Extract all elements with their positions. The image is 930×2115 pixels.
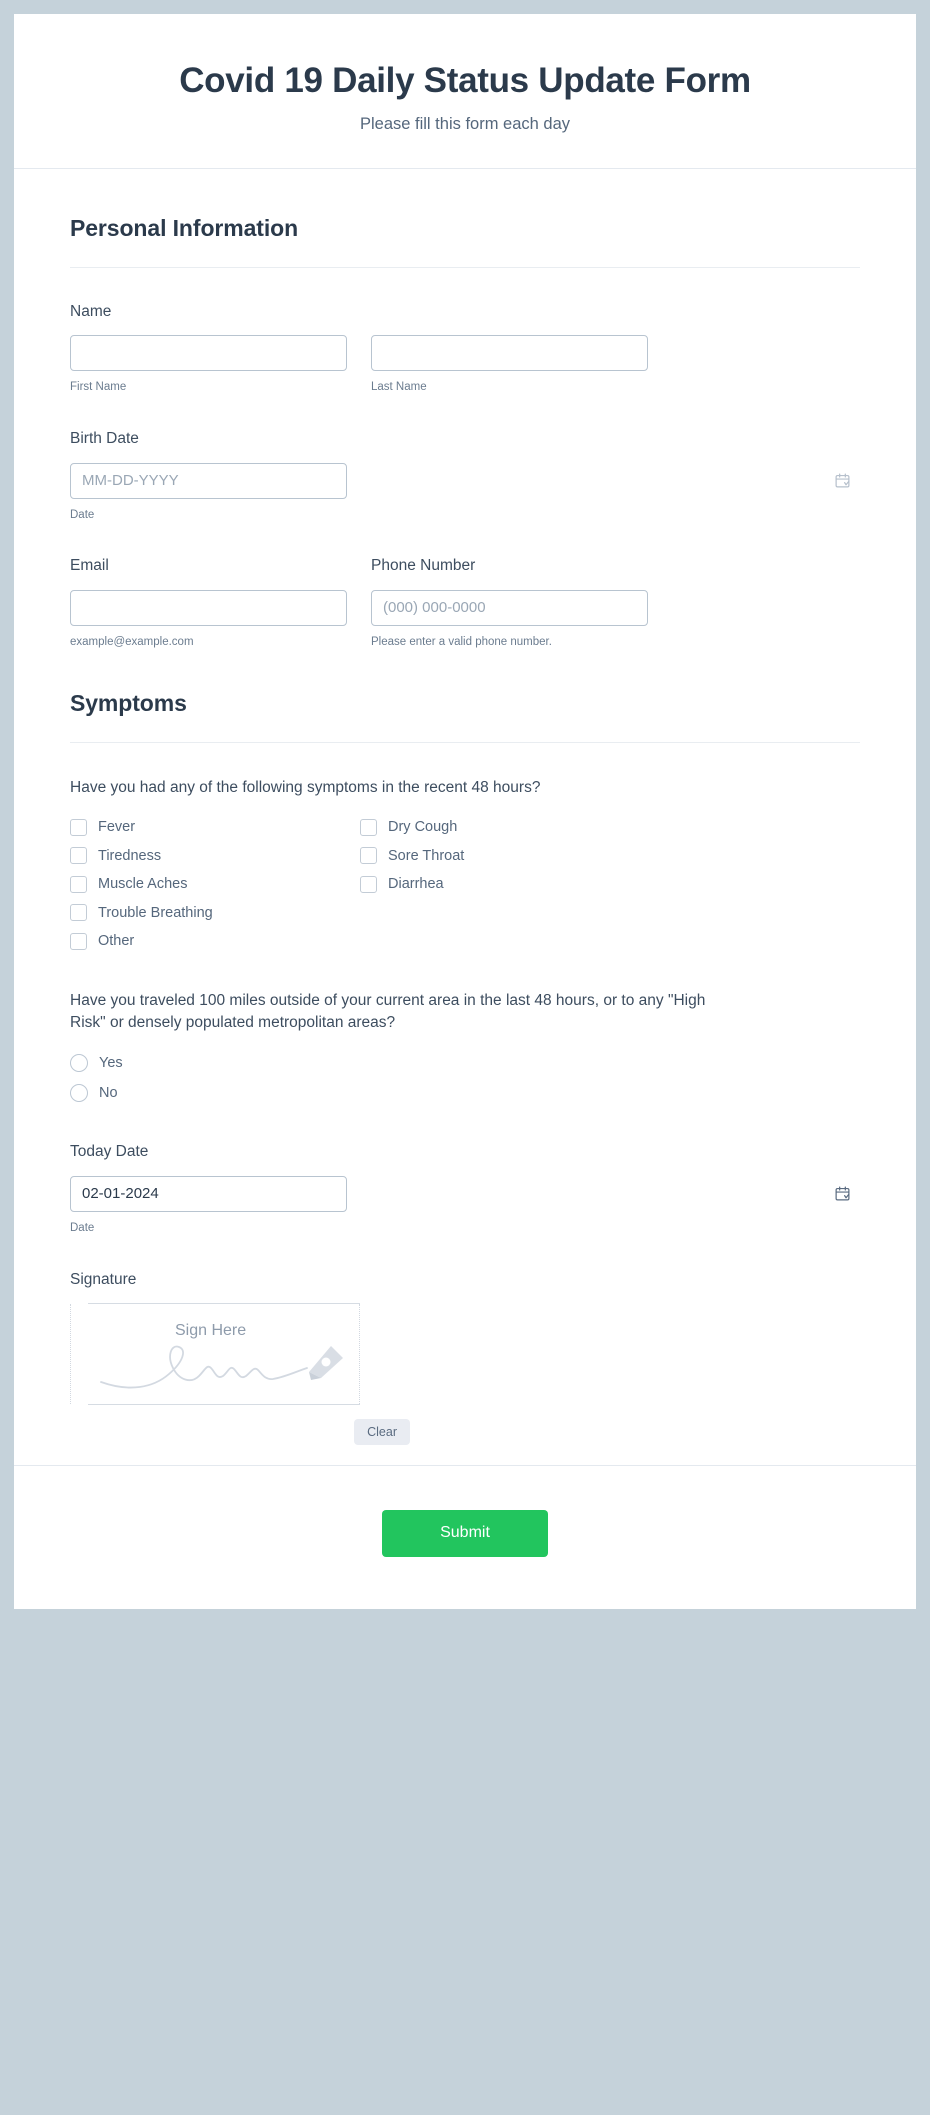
field-label-name: Name xyxy=(70,303,112,321)
section-heading-personal-information: Personal Information xyxy=(70,215,299,242)
field-label-birth-date: Birth Date xyxy=(70,430,139,448)
field-name xyxy=(70,302,860,395)
checkbox-sore-throat[interactable] xyxy=(360,842,650,871)
field-label-signature: Signature xyxy=(70,1270,137,1288)
email-input[interactable] xyxy=(70,590,347,626)
name-row xyxy=(70,335,860,395)
last-name-group xyxy=(371,335,648,395)
today-date-sublabel: Date xyxy=(70,1221,95,1234)
signature-hint: Sign Here xyxy=(175,1321,247,1339)
checkbox-label: Fever xyxy=(98,819,136,836)
today-date-group xyxy=(70,1176,860,1236)
radio-label: No xyxy=(99,1085,118,1102)
field-email-phone xyxy=(70,556,860,649)
today-date-input-wrap xyxy=(70,1176,860,1212)
field-travel-question xyxy=(70,990,860,1109)
birth-date-group xyxy=(70,463,860,523)
travel-radio-group xyxy=(70,1048,860,1108)
checkbox-muscle-aches[interactable] xyxy=(70,870,360,899)
checkbox-icon[interactable] xyxy=(360,847,377,864)
page-subtitle: Please fill this form each day xyxy=(359,115,570,134)
field-label-today-date: Today Date xyxy=(70,1143,149,1161)
symptom-column-right xyxy=(360,813,650,956)
radio-no[interactable] xyxy=(70,1078,860,1108)
checkbox-dry-cough[interactable] xyxy=(360,813,650,842)
form-header xyxy=(14,14,916,169)
checkbox-icon[interactable] xyxy=(70,904,87,921)
signature-pad[interactable] xyxy=(70,1304,360,1404)
field-label-email: Email xyxy=(70,557,109,575)
checkbox-label: Other xyxy=(98,933,135,950)
phone-sublabel: Please enter a valid phone number. xyxy=(371,635,552,648)
checkbox-diarrhea[interactable] xyxy=(360,870,650,899)
checkbox-other[interactable] xyxy=(70,927,360,956)
checkbox-icon[interactable] xyxy=(360,819,377,836)
first-name-input[interactable] xyxy=(70,335,347,371)
email-phone-row xyxy=(70,556,860,649)
email-sublabel: example@example.com xyxy=(70,635,194,648)
today-date-input[interactable] xyxy=(70,1176,347,1212)
first-name-group xyxy=(70,335,347,395)
form-body xyxy=(14,169,916,1608)
checkbox-label: Tiredness xyxy=(98,847,162,864)
field-signature xyxy=(70,1270,860,1439)
form-card xyxy=(14,14,916,1609)
section-heading-symptoms: Symptoms xyxy=(70,689,187,716)
radio-yes[interactable] xyxy=(70,1048,860,1078)
symptom-column-left xyxy=(70,813,360,956)
last-name-input[interactable] xyxy=(371,335,648,371)
checkbox-label: Diarrhea xyxy=(388,876,444,893)
checkbox-icon[interactable] xyxy=(70,933,87,950)
checkbox-icon[interactable] xyxy=(360,876,377,893)
birth-date-input-wrap xyxy=(70,463,860,499)
section-divider xyxy=(70,267,860,268)
checkbox-trouble-breathing[interactable] xyxy=(70,899,360,928)
section-personal-information xyxy=(14,169,916,649)
signature-flourish-icon xyxy=(95,1338,345,1399)
email-group xyxy=(70,556,347,649)
phone-input[interactable] xyxy=(371,590,648,626)
checkbox-label: Sore Throat xyxy=(388,847,465,864)
checkbox-label: Trouble Breathing xyxy=(98,904,213,921)
clear-signature-button[interactable]: Clear xyxy=(354,1419,410,1445)
checkbox-icon[interactable] xyxy=(70,819,87,836)
symptom-question: Have you had any of the following symptoms in the recent 48 hours? xyxy=(70,778,541,796)
last-name-sublabel: Last Name xyxy=(371,381,427,394)
radio-icon[interactable] xyxy=(70,1084,88,1102)
page-title: Covid 19 Daily Status Update Form xyxy=(179,61,751,100)
first-name-sublabel: First Name xyxy=(70,381,127,394)
checkbox-fever[interactable] xyxy=(70,813,360,842)
field-today-date xyxy=(70,1142,860,1235)
submit-button[interactable]: Submit xyxy=(382,1510,548,1557)
checkbox-tiredness[interactable] xyxy=(70,842,360,871)
field-birth-date xyxy=(70,429,860,522)
radio-icon[interactable] xyxy=(70,1054,88,1072)
section-divider-symptoms xyxy=(70,742,860,743)
birth-date-input[interactable] xyxy=(70,463,347,499)
signature-bottom-rule xyxy=(88,1404,360,1405)
checkbox-icon[interactable] xyxy=(70,847,87,864)
field-symptom-checkboxes xyxy=(70,777,860,956)
calendar-check-icon xyxy=(834,1185,851,1202)
birth-date-sublabel: Date xyxy=(70,508,95,521)
radio-label: Yes xyxy=(99,1055,123,1072)
checkbox-icon[interactable] xyxy=(70,876,87,893)
phone-group xyxy=(371,556,648,649)
calendar-check-icon xyxy=(834,472,851,489)
form-footer xyxy=(14,1465,916,1609)
signature-wrap xyxy=(70,1303,397,1439)
travel-question: Have you traveled 100 miles outside of your current area in the last 48 hours, or to any "High Risk" or densely populated metropolitan areas? xyxy=(70,991,706,1031)
section-symptoms xyxy=(14,650,916,1439)
symptom-checkbox-grid xyxy=(70,813,860,956)
checkbox-label: Dry Cough xyxy=(388,819,458,836)
checkbox-label: Muscle Aches xyxy=(98,876,188,893)
field-label-phone: Phone Number xyxy=(371,557,476,575)
